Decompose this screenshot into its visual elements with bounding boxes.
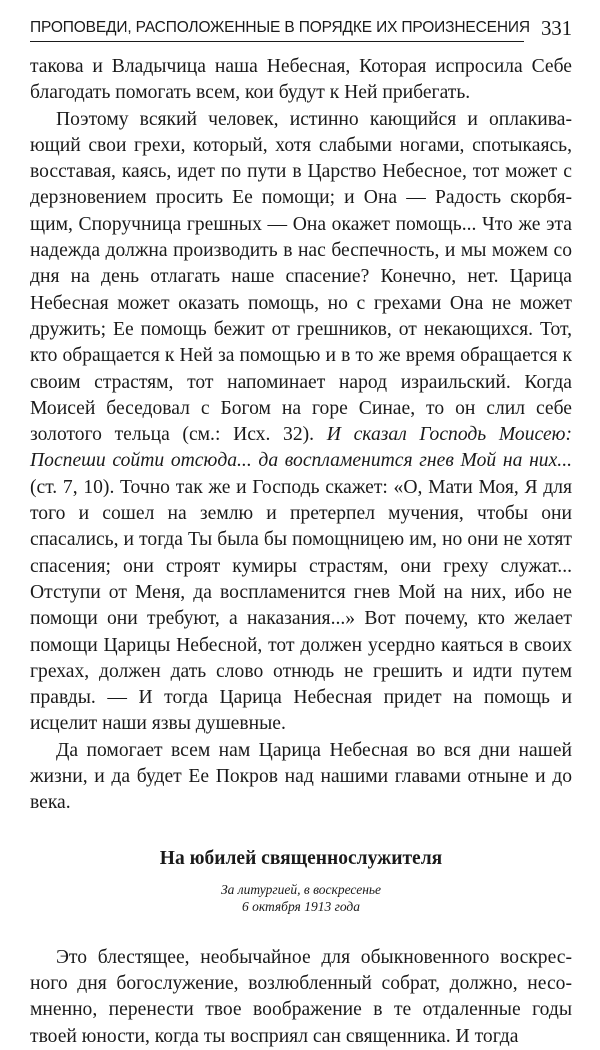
section-title: На юбилей священнослужителя — [159, 847, 443, 869]
paragraph-text: Поэтому всякий человек, истинно кающийся и оплакивающий свои грехи, который, хотя слабыми ногами, спотыкаясь, восставая, каясь, идет по пути в Царство Небесное, тот может с дерзновением просить Ее помощи; и Она — Радость скорбящим, Споручница грешных — Она окажет помощь... Что же эта надежда должна производить в нас беспечность, и мы можем со дня на день отлагать наше спасение? Конечно, нет. Царица Небесная может оказать помощь, но с грехами Она не может дружить; Ее помощь бежит от грешников, от некающихся. Тот, кто обращается к Ней за помощью и в то же время обращается к своим страстям, тот напоминает народ израильский. Когда Моисей беседовал с Богом на горе Синае, то он слил себе золотого тельца (см.: Исх. 32). — [30, 108, 572, 446]
section-body — [30, 945, 572, 1050]
body-text — [30, 54, 572, 1050]
book-page — [30, 14, 572, 1050]
section-subtitle — [30, 881, 572, 915]
header-rule — [30, 41, 524, 42]
paragraph-sermon-opening: Это блестящее, необычайное для обыкновенного воскресного дня богослужение, возлюбленный собрат, должно, несомненно, перенести твое воображение в те отдаленные годы твоей юности, когда ты восприял сан священника. И тогда — [30, 946, 572, 1047]
subtitle-line: 6 октября 1913 года — [241, 898, 360, 914]
subtitle-line: За литургией, в воскресенье — [220, 881, 382, 897]
page-number: 331 — [540, 16, 572, 40]
paragraph-repentance — [30, 107, 572, 738]
running-header-title: ПРОПОВЕДИ, РАСПОЛОЖЕННЫЕ В ПОРЯДКЕ ИХ ПРОИЗНЕСЕНИЯ — [30, 19, 530, 36]
paragraph-blessing: Да помогает всем нам Царица Небесная во вся дни нашей жизни, и да будет Ее Покров над нашими главами отныне и до века. — [30, 739, 572, 814]
paragraph-text: (ст. 7, 10). Точно так же и Господь скажет: «О, Мати Моя, Я для того и сошел на землю и претерпел мучения, чтобы они спасались, и тогда Ты была бы помощницею им, но они не хотят спасения; они строят кумиры страстям, они греху служат... Отступи от Меня, да воспламенится гнев Мой на них, ибо не помощи они требуют, а наказания...» Вот почему, кто желает помощи Царицы Небесной, тот должен усердно каяться в своих грехах, должен дать слово отнюдь не грешить и идти путем правды. — И тогда Царица Небесная придет на помощь и исцелит наши язвы душевные. — [30, 476, 572, 735]
scripture-quote: И сказал Господь Моисею: Поспеши сойти отсюда... да воспламенится гнев Мой на них... — [30, 424, 572, 472]
paragraph-continuation: такова и Владычица наша Небесная, Которая испросила Себе благодать помогать всем, кои будут к Ней прибегать. — [30, 56, 572, 104]
running-header — [30, 14, 572, 42]
